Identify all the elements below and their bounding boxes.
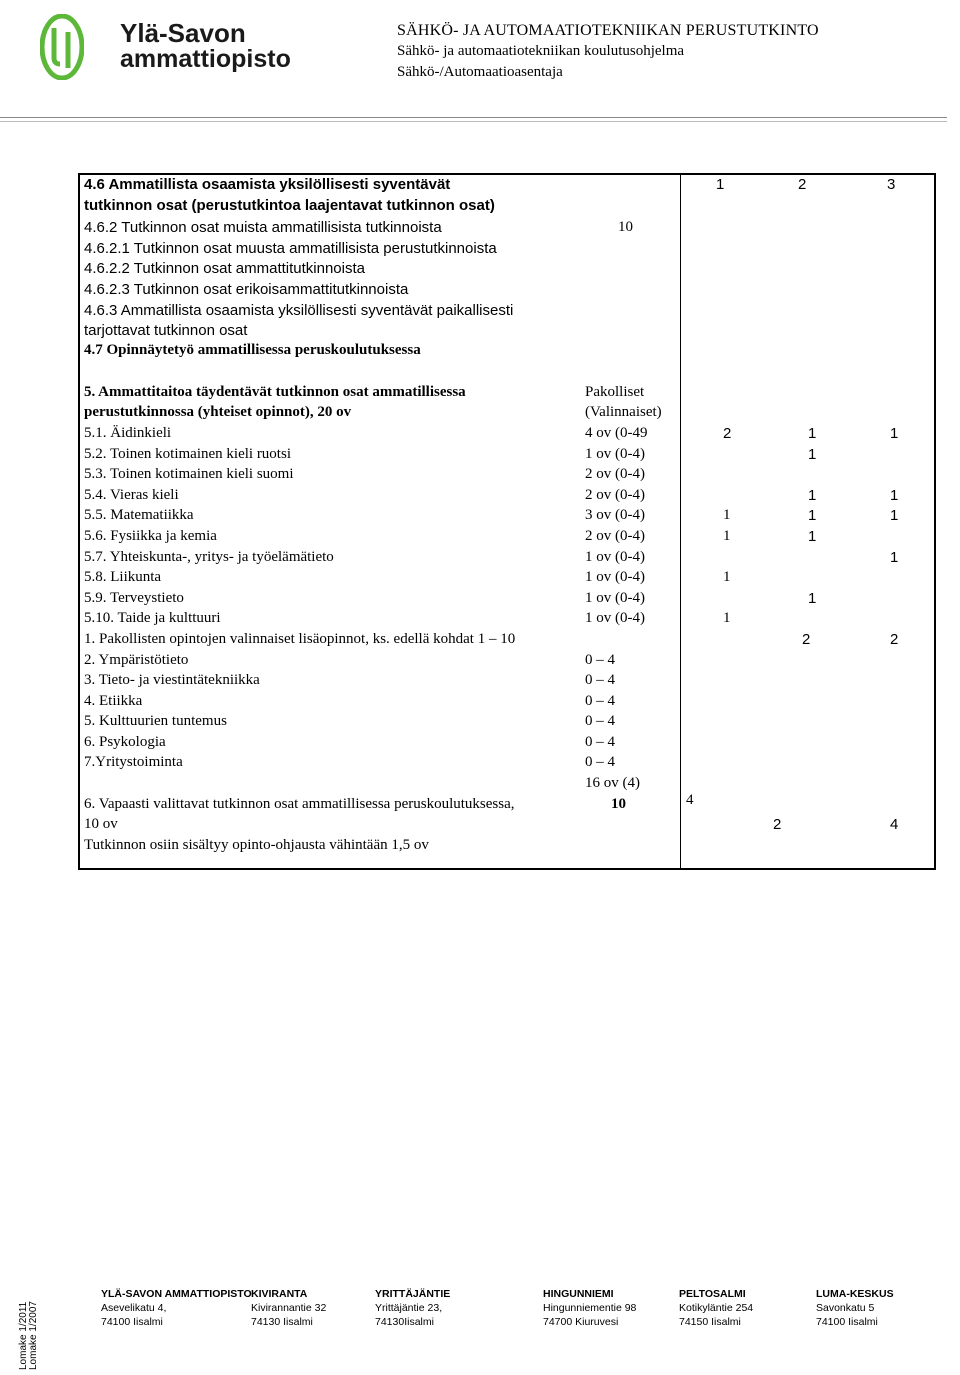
course-row-col2: 1 [808, 507, 817, 524]
course-row-ov: 4 ov (0-49 [585, 425, 648, 441]
course-row-name: 5.6. Fysiikka ja kemia [84, 528, 217, 544]
footer-column [816, 1287, 894, 1329]
course-row-name: 5.4. Vieras kieli [84, 487, 179, 503]
header-divider-shadow [0, 121, 947, 122]
footer-unit-name: LUMA-KESKUS [816, 1288, 894, 1300]
row-4-6-2-ov: 10 [618, 219, 633, 235]
footer-street: Hingunniementie 98 [543, 1302, 637, 1314]
elective-row-col3: 2 [890, 631, 899, 648]
mandatory-column-label: Pakolliset [585, 384, 645, 400]
course-row-ov: 2 ov (0-4) [585, 528, 645, 544]
footer-street: Yrittäjäntie 23, [375, 1302, 443, 1314]
footer-column [375, 1287, 450, 1329]
elective-row-name: 5. Kulttuurien tuntemus [84, 713, 227, 729]
footer-unit-name: YLÄ-SAVON AMMATTIOPISTO [101, 1288, 252, 1300]
logo-mark-icon [40, 14, 84, 80]
course-row-col3: 1 [890, 549, 899, 566]
footer-city: 74130Iisalmi [375, 1316, 434, 1328]
course-row-ov: 2 ov (0-4) [585, 487, 645, 503]
footer-column [101, 1287, 252, 1329]
footer-street: Kotikyläntie 254 [679, 1302, 754, 1314]
column-divider [680, 175, 681, 868]
footer-unit-name: HINGUNNIEMI [543, 1288, 614, 1300]
section-5-total: 16 ov (4) [585, 775, 640, 791]
course-row-col1: 1 [723, 610, 731, 626]
footer-column [251, 1287, 326, 1329]
elective-row-name: 7.Yritystoiminta [84, 754, 183, 770]
footer-street: Kivirannantie 32 [251, 1302, 327, 1314]
section-5-title-line2: perustutkinnossa (yhteiset opinnot), 20 ov [84, 404, 352, 420]
degree-title: SÄHKÖ- JA AUTOMAATIOTEKNIIKAN PERUSTUTKINTO [397, 22, 819, 39]
footer-street: Savonkatu 5 [816, 1302, 875, 1314]
row-4-6-2: 4.6.2 Tutkinnon osat muista ammatillisista tutkinnoista [84, 219, 442, 236]
course-row-col3: 1 [890, 425, 899, 442]
logo-line-2: ammattiopisto [120, 45, 291, 73]
section-6-col2: 2 [773, 816, 782, 833]
elective-row-ov: 0 – 4 [585, 672, 615, 688]
footer-city: 74100 Iisalmi [816, 1316, 878, 1328]
section-4-6-title-line1: 4.6 Ammatillista osaamista yksilöllisesti syventävät [84, 176, 451, 193]
footer-city: 74100 Iisalmi [101, 1316, 163, 1328]
elective-row-ov: 0 – 4 [585, 652, 615, 668]
section-6-ov: 10 [611, 796, 626, 812]
course-row-name: 5.1. Äidinkieli [84, 425, 172, 441]
course-row-name: 5.5. Matematiikka [84, 507, 194, 523]
course-row-col3: 1 [890, 487, 899, 504]
course-row-name: 5.3. Toinen kotimainen kieli suomi [84, 466, 294, 482]
curriculum-table [78, 173, 936, 870]
row-4-6-2-1: 4.6.2.1 Tutkinnon osat muusta ammatillisista perustutkinnoista [84, 240, 497, 257]
elective-row-name: 3. Tieto- ja viestintätekniikka [84, 672, 260, 688]
elective-row-name: 6. Psykologia [84, 734, 166, 750]
row-4-6-2-3: 4.6.2.3 Tutkinnon osat erikoisammattitutkinnoista [84, 281, 409, 298]
elective-row-ov: 0 – 4 [585, 713, 615, 729]
row-4-6-3-line2: tarjottavat tutkinnon osat [84, 322, 248, 339]
section-6-col1: 4 [686, 792, 694, 808]
course-row-name: 5.8. Liikunta [84, 569, 162, 585]
col-header-3: 3 [887, 176, 896, 193]
course-row-col2: 1 [808, 590, 817, 607]
footer-city: 74700 Kiuruvesi [543, 1316, 619, 1328]
row-4-7: 4.7 Opinnäytetyö ammatillisessa peruskoulutuksessa [84, 342, 421, 358]
elective-row-name: 1. Pakollisten opintojen valinnaiset lisäopinnot, ks. edellä kohdat 1 – 10 [84, 631, 516, 647]
course-row-col3: 1 [890, 507, 899, 524]
form-code-text-old: Lomake 1/2007 [28, 1301, 39, 1370]
course-row-col1: 1 [723, 569, 731, 585]
course-row-ov: 2 ov (0-4) [585, 466, 645, 482]
elective-column-label: (Valinnaiset) [585, 404, 662, 420]
col-header-1: 1 [716, 176, 725, 193]
elective-row-ov: 0 – 4 [585, 754, 615, 770]
organization-logo [40, 14, 310, 84]
footer-column [679, 1287, 753, 1329]
program-name: Sähkö- ja automaatiotekniikan koulutusohjelma [397, 43, 685, 59]
footer-city: 74150 Iisalmi [679, 1316, 741, 1328]
course-row-ov: 1 ov (0-4) [585, 549, 645, 565]
section-6-title-line1: 6. Vapaasti valittavat tutkinnon osat ammatillisessa peruskoulutuksessa, [84, 796, 515, 812]
footer-unit-name: PELTOSALMI [679, 1288, 746, 1300]
elective-row-ov: 0 – 4 [585, 734, 615, 750]
col-header-2: 2 [798, 176, 807, 193]
footer-unit-name: KIVIRANTA [251, 1288, 308, 1300]
course-row-col1: 2 [723, 425, 732, 442]
course-row-col1: 1 [723, 528, 731, 544]
section-4-6-title-line2: tutkinnon osat (perustutkintoa laajentavat tutkinnon osat) [84, 197, 495, 214]
course-row-name: 5.10. Taide ja kulttuuri [84, 610, 221, 626]
logo-wordmark [120, 20, 291, 72]
course-row-name: 5.9. Terveystieto [84, 590, 184, 606]
row-4-6-2-2: 4.6.2.2 Tutkinnon osat ammattitutkinnoista [84, 260, 365, 277]
section-5-title-line1: 5. Ammattitaitoa täydentävät tutkinnon osat ammatillisessa [84, 384, 466, 400]
elective-row-name: 4. Etiikka [84, 693, 143, 709]
footer-unit-name: YRITTÄJÄNTIE [375, 1288, 451, 1300]
guidance-note: Tutkinnon osiin sisältyy opinto-ohjausta vähintään 1,5 ov [84, 837, 429, 853]
elective-row-name: 2. Ympäristötieto [84, 652, 189, 668]
course-row-name: 5.7. Yhteiskunta-, yritys- ja työelämätieto [84, 549, 334, 565]
course-row-col2: 1 [808, 528, 817, 545]
form-code-text: Lomake 1/2011 [18, 1301, 29, 1370]
course-row-ov: 1 ov (0-4) [585, 590, 645, 606]
course-row-ov: 1 ov (0-4) [585, 610, 645, 626]
logo-line-1: Ylä-Savon [120, 18, 246, 48]
document-header [397, 20, 819, 83]
course-row-name: 5.2. Toinen kotimainen kieli ruotsi [84, 446, 291, 462]
course-row-ov: 3 ov (0-4) [585, 507, 645, 523]
course-row-col2: 1 [808, 425, 817, 442]
course-row-col2: 1 [808, 487, 817, 504]
row-4-6-3-line1: 4.6.3 Ammatillista osaamista yksilöllisesti syventävät paikallisesti [84, 302, 514, 319]
qualification-name: Sähkö-/Automaatioasentaja [397, 64, 563, 80]
footer-addresses [0, 1287, 960, 1347]
section-6-title-line2: 10 ov [84, 816, 118, 832]
footer-street: Asevelikatu 4, [101, 1302, 167, 1314]
header-divider [0, 117, 947, 118]
course-row-ov: 1 ov (0-4) [585, 569, 645, 585]
section-6-col3: 4 [890, 816, 899, 833]
course-row-col1: 1 [723, 507, 731, 523]
course-row-col2: 1 [808, 446, 817, 463]
course-row-ov: 1 ov (0-4) [585, 446, 645, 462]
elective-row-ov: 0 – 4 [585, 693, 615, 709]
elective-row-col2: 2 [802, 631, 811, 648]
footer-city: 74130 Iisalmi [251, 1316, 313, 1328]
footer-column [543, 1287, 636, 1329]
